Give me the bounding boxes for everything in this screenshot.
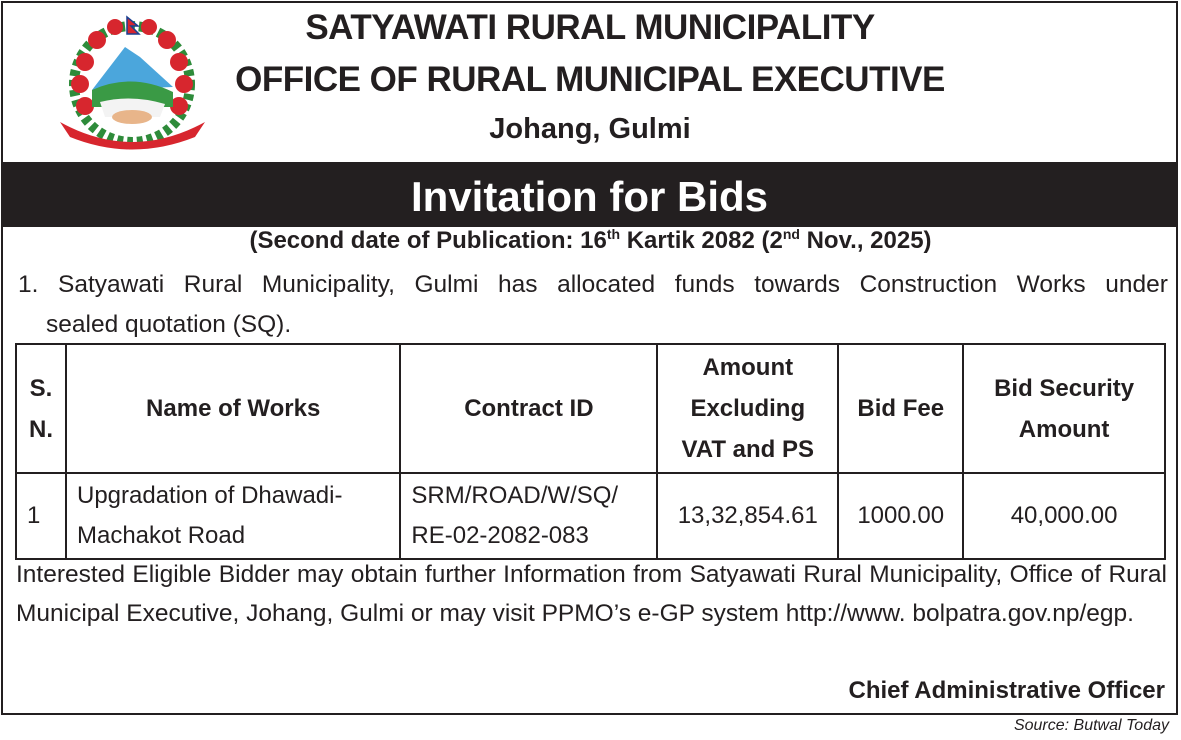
paragraph-word: towards	[754, 271, 840, 298]
paragraph-word: Works	[1016, 271, 1086, 298]
column-header: S. N.	[16, 344, 66, 473]
column-header: Amount Excluding VAT and PS	[657, 344, 838, 473]
nepal-emblem-logo	[55, 12, 210, 157]
publication-date: (Second date of Publication: 16th Kartik 2082 (2nd Nov., 2025)	[249, 226, 932, 254]
paragraph-word: Construction	[859, 271, 998, 298]
paragraph-word: under	[1105, 271, 1168, 298]
table-cell: 40,000.00	[963, 473, 1165, 559]
paragraph-word: Municipality,	[261, 271, 395, 298]
source-credit: Source: Butwal Today	[1013, 717, 1169, 734]
paragraph-word: Satyawati	[58, 271, 165, 298]
table-cell: 13,32,854.61	[657, 473, 838, 559]
table-cell: Upgradation of Dhawadi-Machakot Road	[66, 473, 400, 559]
signature: Chief Administrative Officer	[848, 677, 1165, 704]
paragraph-word: allocated	[557, 271, 656, 298]
table-cell: 1000.00	[838, 473, 963, 559]
notice-banner: Invitation for Bids	[2, 162, 1177, 227]
paragraph-word: has	[497, 271, 538, 298]
intro-paragraph: 1. Satyawati Rural Municipality, Gulmi has allocated funds towards Construction Works under sealed quotation (SQ).	[18, 265, 1168, 345]
table-cell: SRM/ROAD/W/SQ/ RE-02-2082-083	[400, 473, 657, 559]
column-header: Bid Fee	[838, 344, 963, 473]
paragraph-word: funds	[674, 271, 735, 298]
municipality-title: SATYAWATI RURAL MUNICIPALITY	[305, 8, 875, 47]
location: Johang, Gulmi	[489, 113, 691, 145]
column-header: Bid Security Amount	[963, 344, 1165, 473]
table-cell: 1	[16, 473, 66, 559]
bid-table	[15, 343, 1166, 560]
paragraph-word: Gulmi	[414, 271, 479, 298]
office-title: OFFICE OF RURAL MUNICIPAL EXECUTIVE	[235, 60, 945, 99]
table-row	[16, 473, 1165, 559]
paragraph-word: Rural	[183, 271, 243, 298]
column-header: Contract ID	[400, 344, 657, 473]
column-header: Name of Works	[66, 344, 400, 473]
footer-info: Interested Eligible Bidder may obtain further Information from Satyawati Rural Municipality, Office of Rural Municipal Executive, Johang, Gulmi or may visit PPMO’s e-GP system http://www. bolpatra.gov.np/egp.	[16, 561, 1167, 627]
